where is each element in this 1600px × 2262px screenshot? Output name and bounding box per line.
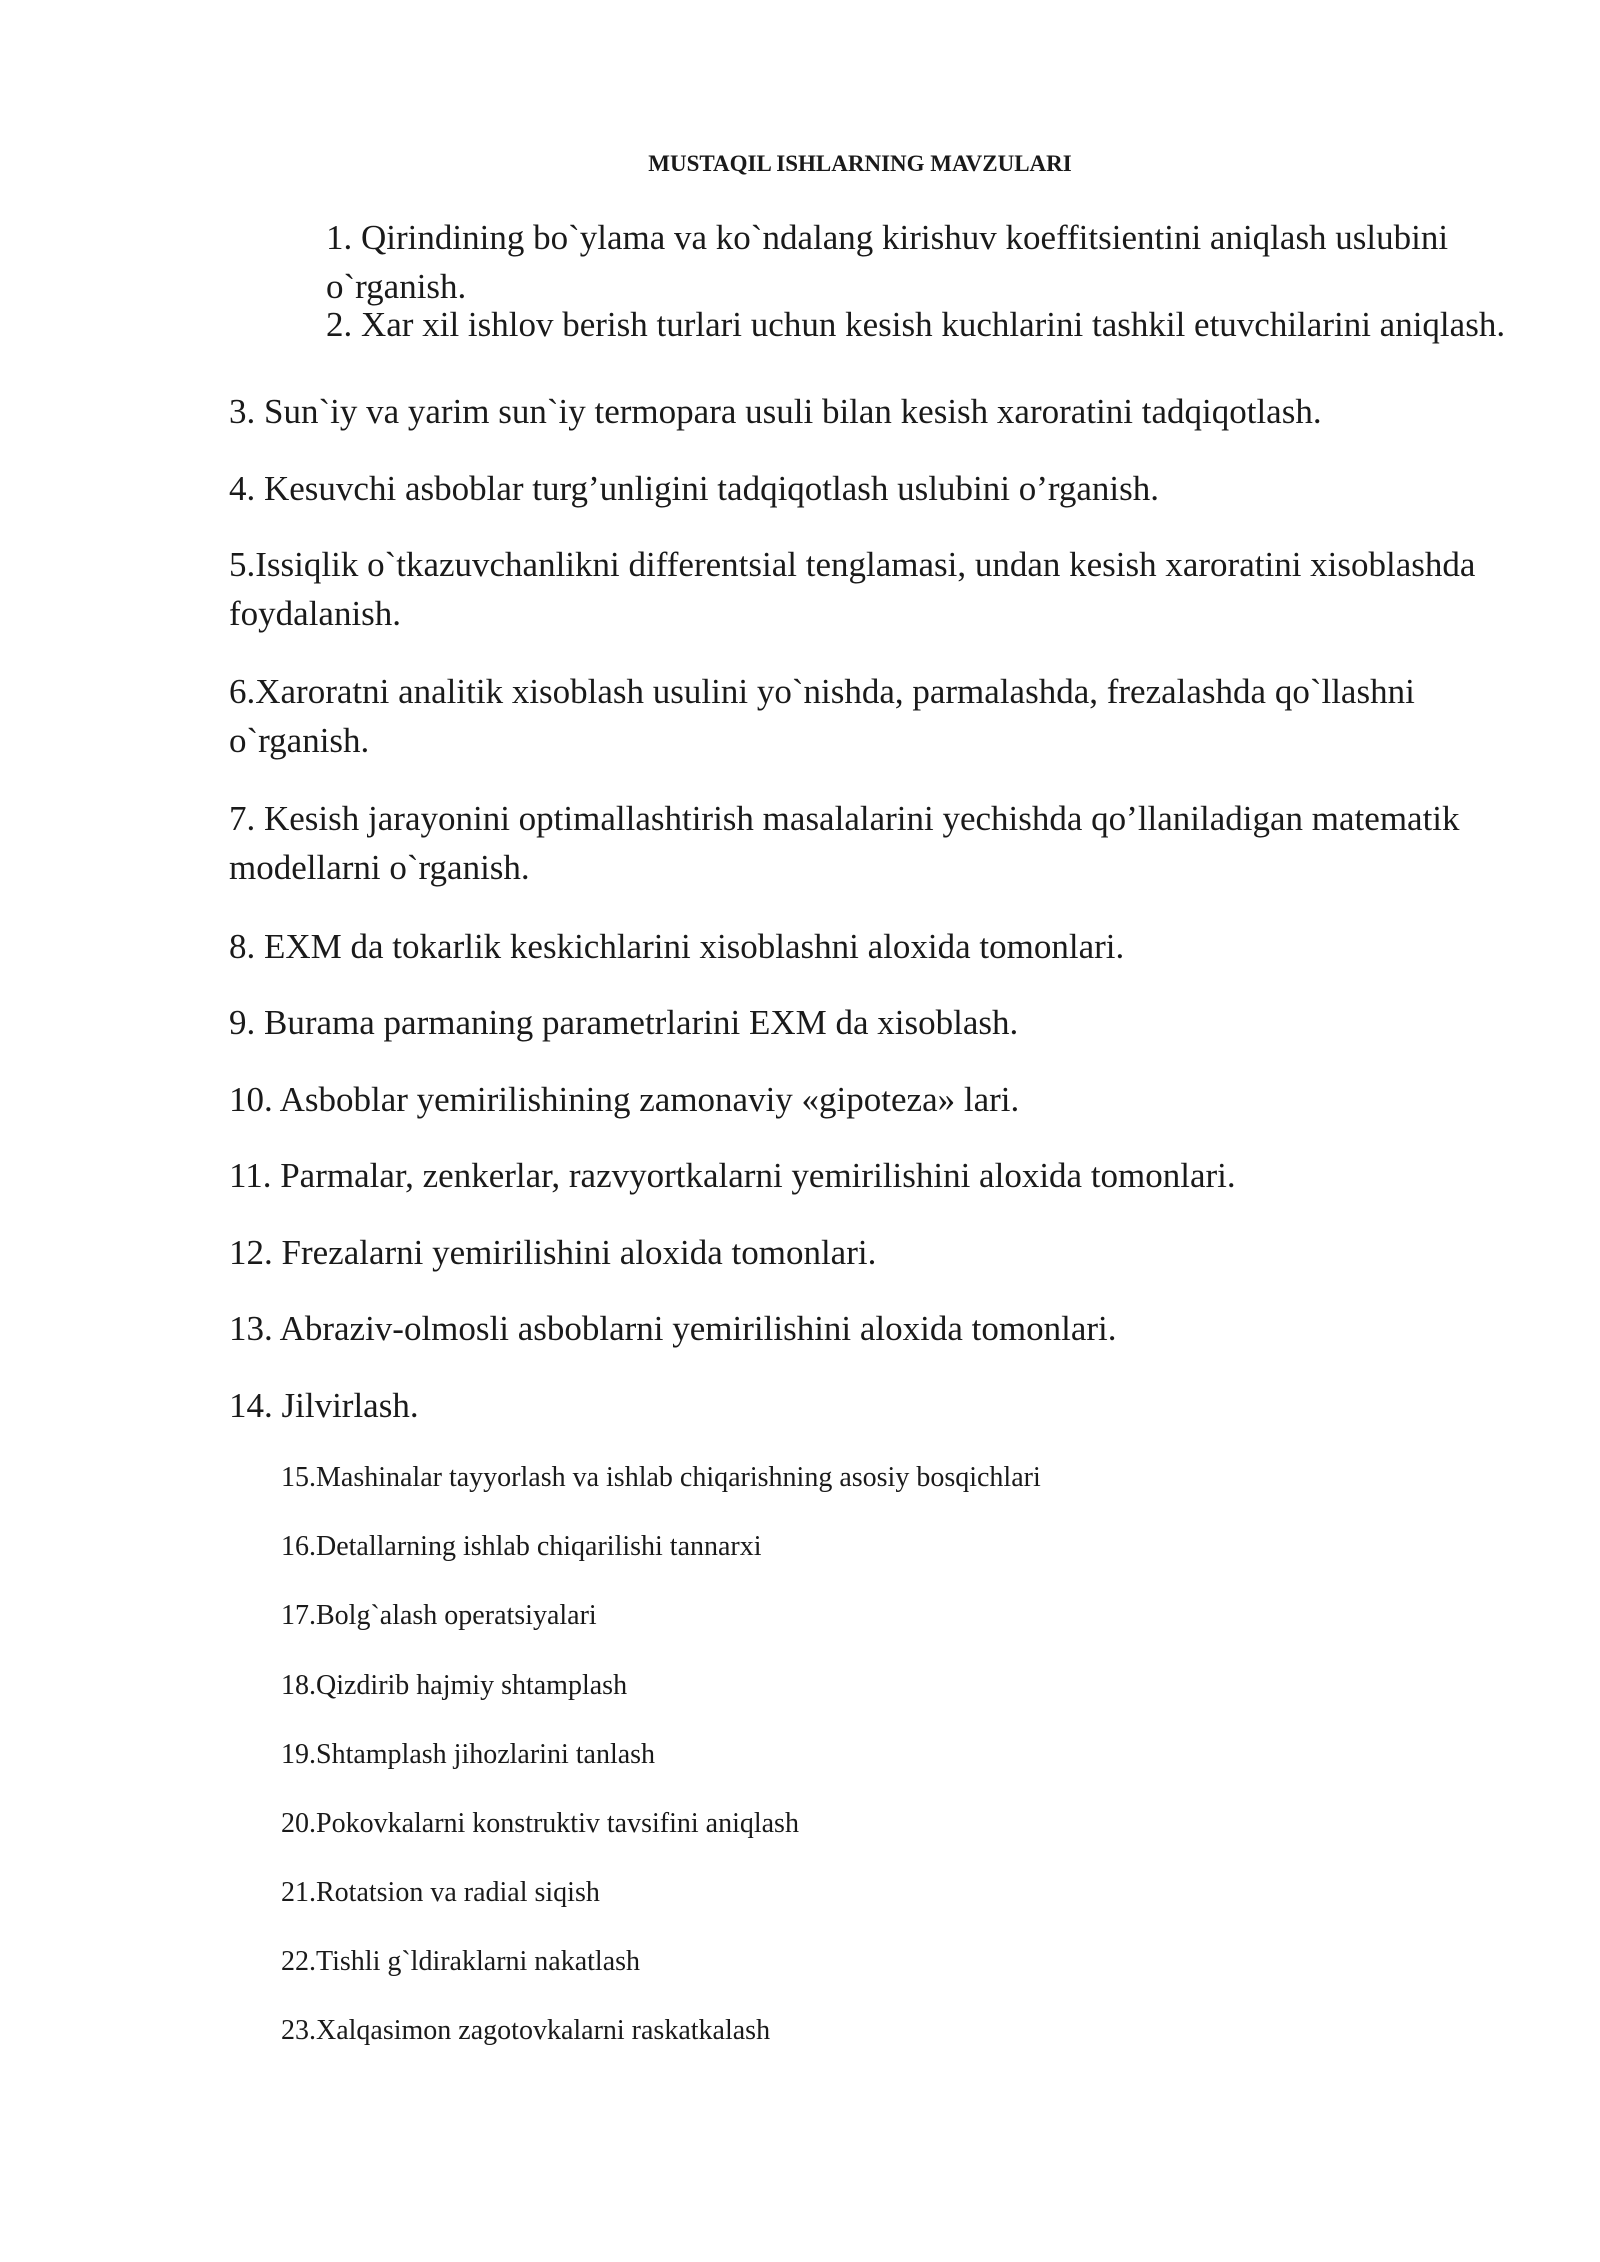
topic-item-5: 5.Issiqlik o`tkazuvchanlikni differentsial tenglamasi, undan kesish xaroratini xisoblashda foydalanish. [229, 545, 1476, 633]
topic-item-1: 1. Qirindining bo`ylama va ko`ndalang kirishuv koeffitsientini aniqlash uslubini o`rganish. [326, 218, 1449, 306]
topic-item-8: 8. EXM da tokarlik keskichlarini xisoblashni aloxida tomonlari. [229, 927, 1125, 966]
topic-item-21: 21.Rotatsion va radial siqish [281, 1877, 600, 1908]
topic-item-9: 9. Burama parmaning parametrlarini EXM da xisoblash. [229, 1003, 1019, 1042]
page-title: MUSTAQIL ISHLARNING MAVZULARI [648, 151, 1072, 176]
topic-item-20: 20.Pokovkalarni konstruktiv tavsifini aniqlash [281, 1808, 799, 1839]
topic-item-10: 10. Asboblar yemirilishining zamonaviy «gipoteza» lari. [229, 1080, 1020, 1119]
topic-item-19: 19.Shtamplash jihozlarini tanlash [281, 1739, 656, 1770]
topic-item-22: 22.Tishli g`ldiraklarni nakatlash [281, 1946, 641, 1977]
topic-item-11: 11. Parmalar, zenkerlar, razvyortkalarni yemirilishini aloxida tomonlari. [229, 1156, 1236, 1195]
topic-item-12: 12. Frezalarni yemirilishini aloxida tomonlari. [229, 1233, 877, 1272]
topic-item-14: 14. Jilvirlash. [229, 1386, 419, 1425]
topic-item-23: 23.Xalqasimon zagotovkalarni raskatkalash [281, 2015, 771, 2046]
topic-item-3: 3. Sun`iy va yarim sun`iy termopara usuli bilan kesish xaroratini tadqiqotlash. [229, 392, 1322, 431]
topic-item-6: 6.Xaroratni analitik xisoblash usulini yo`nishda, parmalashda, frezalashda qo`llashni o`rganish. [229, 672, 1415, 760]
topic-item-2: 2. Xar xil ishlov berish turlari uchun kesish kuchlarini tashkil etuvchilarini aniqlash. [326, 305, 1506, 344]
topic-item-7: 7. Kesish jarayonini optimallashtirish masalalarini yechishda qo’llaniladigan matematik modellarni o`rganish. [229, 799, 1460, 887]
topic-item-4: 4. Kesuvchi asboblar turg’unligini tadqiqotlash uslubini o’rganish. [229, 469, 1159, 508]
topic-item-18: 18.Qizdirib hajmiy shtamplash [281, 1670, 628, 1701]
topic-item-16: 16.Detallarning ishlab chiqarilishi tannarxi [281, 1531, 762, 1562]
topic-item-13: 13. Abraziv-olmosli asboblarni yemirilishini aloxida tomonlari. [229, 1309, 1117, 1348]
topic-item-17: 17.Bolg`alash operatsiyalari [281, 1600, 597, 1631]
topic-item-15: 15.Mashinalar tayyorlash va ishlab chiqarishning asosiy bosqichlari [281, 1462, 1041, 1493]
